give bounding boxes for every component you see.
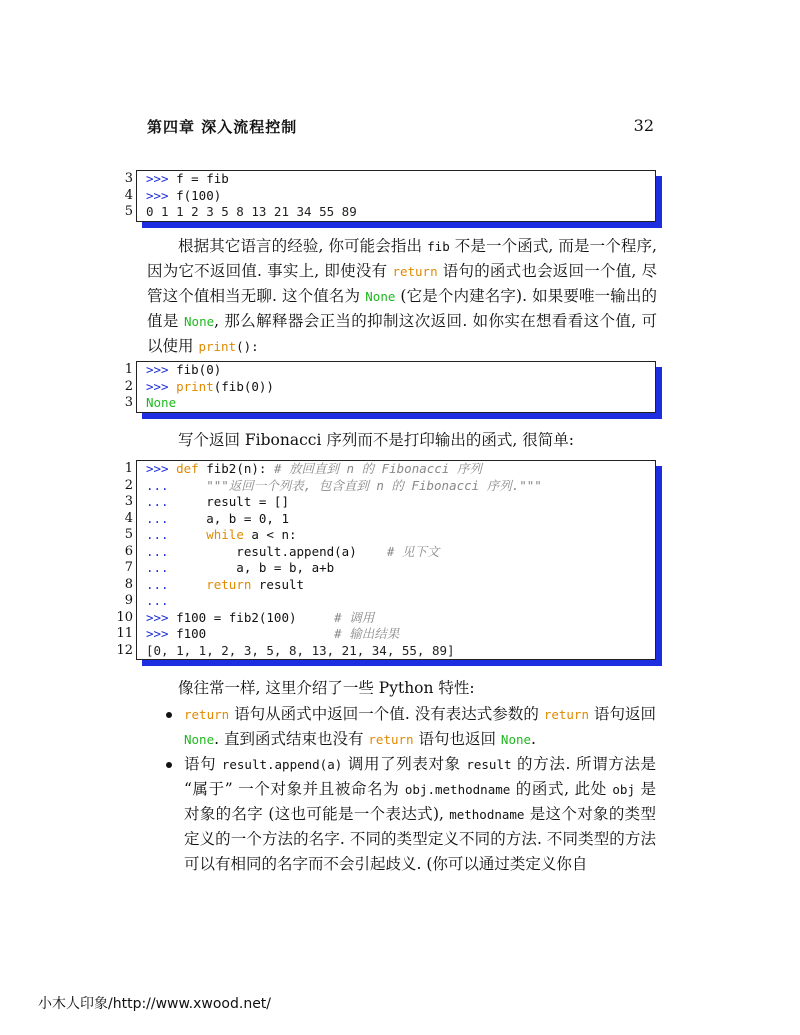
- line-number: 5: [124, 204, 133, 219]
- line-number: 4: [124, 510, 133, 526]
- code-line: [124, 527, 655, 544]
- line-number: 3: [124, 494, 133, 509]
- code-text: ... result = []: [146, 494, 289, 509]
- code-line: [124, 187, 655, 205]
- line-number: 4: [124, 187, 133, 203]
- code-text: ...: [146, 593, 169, 608]
- line-number: 10: [116, 609, 133, 625]
- code-text: ... return result: [146, 576, 305, 592]
- line-number: 6: [124, 543, 133, 559]
- line-number: 1: [124, 362, 133, 377]
- code-text: >>> def fib2(n): # 放回直到 n 的 Fibonacci 序列: [146, 461, 482, 476]
- code-line: [124, 576, 655, 594]
- line-number: 3: [124, 395, 133, 410]
- line-number: 8: [124, 576, 133, 592]
- code-line: [116, 609, 655, 627]
- bullet-return-text: return 语句从函式中返回一个值. 没有表达式参数的 return 语句返回 None. 直到函式结束也没有 return 语句也返回 None.: [184, 705, 656, 748]
- page-number: 32: [633, 116, 654, 135]
- code-block-print-fib: [124, 361, 656, 413]
- code-text: ... a, b = 0, 1: [146, 510, 289, 526]
- code-line: [124, 395, 655, 412]
- line-number: 3: [124, 171, 133, 186]
- line-number: 7: [124, 560, 133, 575]
- code-line: [124, 494, 655, 511]
- line-number: 2: [124, 477, 133, 493]
- paragraph-features-intro: 像往常一样, 这里介绍了一些 Python 特性:: [178, 679, 475, 697]
- code-line: [124, 593, 655, 610]
- code-text: [0, 1, 1, 2, 3, 5, 8, 13, 21, 34, 55, 89]: [146, 642, 455, 658]
- code-text: ... a, b = b, a+b: [146, 560, 335, 575]
- code-block-fib2: [116, 460, 656, 660]
- code-text: >>> fib(0): [146, 362, 222, 377]
- bullet-dot: [166, 712, 172, 718]
- code-text: >>> f(100): [146, 187, 222, 203]
- line-number: 2: [124, 378, 133, 394]
- code-text: >>> f = fib: [146, 171, 229, 186]
- bullet-dot: [166, 762, 172, 768]
- code-line: [124, 204, 655, 221]
- code-line: [124, 560, 655, 577]
- code-text: ... """返回一个列表, 包含直到 n 的 Fibonacci 序列.""": [146, 477, 542, 493]
- code-text: ... while a < n:: [146, 527, 297, 542]
- code-text: 0 1 1 2 3 5 8 13 21 34 55 89: [146, 204, 357, 219]
- line-number: 12: [116, 642, 133, 658]
- code-line: [124, 461, 655, 478]
- code-line: [124, 543, 655, 561]
- code-text: ... result.append(a) # 见下文: [146, 543, 440, 559]
- line-number: 11: [116, 626, 133, 641]
- bullet-return-statement: [184, 702, 656, 752]
- bullet-method-text: 语句 result.append(a) 调用了列表对象 result 的方法. 所谓方法是 “属于” 一个对象并且被命名为 obj.methodname 的函式, 此处 obj 是对象的名字 (这也可能是一个表达式), methodname 是这个对象的类型定义的一个方法的名字. 不同的类型定义不同的方法. 不同类型的方法可以有相同的名字而不会引起歧义. (你可以通过类定义你自: [184, 755, 657, 873]
- code-text: >>> f100 # 输出结果: [146, 626, 400, 641]
- code-line: [116, 642, 655, 660]
- code-line: [124, 171, 655, 188]
- line-number: 1: [124, 461, 133, 476]
- code-text: >>> print(fib(0)): [146, 378, 274, 394]
- code-line: [124, 477, 655, 495]
- code-line: [116, 626, 655, 643]
- code-text: None: [146, 395, 177, 410]
- code-line: [124, 378, 655, 396]
- line-number: 5: [124, 527, 133, 542]
- chapter-title: 第四章 深入流程控制: [147, 118, 298, 136]
- line-number: 9: [124, 593, 133, 608]
- paragraph-fib2-intro: 写个返回 Fibonacci 序列而不是打印输出的函式, 很简单:: [178, 431, 574, 449]
- code-line: [124, 510, 655, 528]
- code-block-fib-call: [124, 170, 656, 222]
- code-text: >>> f100 = fib2(100) # 调用: [146, 609, 375, 625]
- footer-watermark: 小木人印象/http://www.xwood.net/: [38, 996, 272, 1012]
- paragraph-fib-return-none: 根据其它语言的经验, 你可能会指出 fib 不是一个函式, 而是一个程序, 因为它不返回值. 事实上, 即使没有 return 语句的函式也会返回一个值, 尽管这个值相当无聊. 这个值名为 None (它是个内建名字). 如果要唯一输出的值是 None, 那么解释器会正当的抑制这次返回. 如你实在想看看这个值, 可以使用 print():: [147, 237, 657, 355]
- code-line: [124, 362, 655, 379]
- bullet-method-call: [184, 752, 656, 877]
